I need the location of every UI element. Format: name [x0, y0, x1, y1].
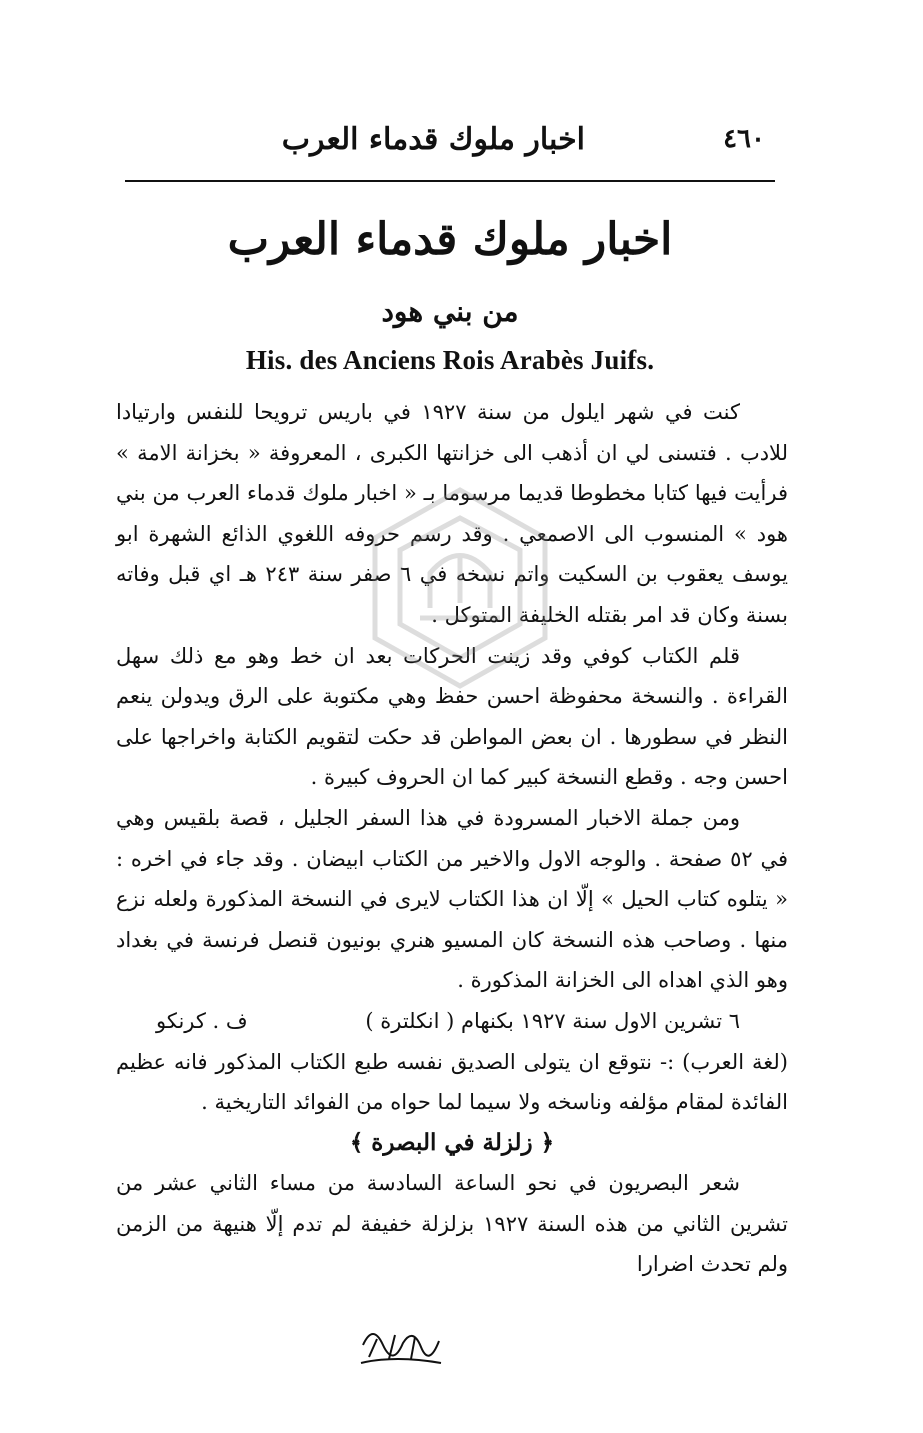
library-stamp-watermark	[360, 478, 560, 698]
handwritten-mark	[355, 1315, 445, 1370]
editor-note: (لغة العرب) :- نتوقع ان يتولى الصديق نفسه طبع الكتاب المذكور فانه عظيم الفائدة لمقام مؤلفه وناسخه ولا سيما لما حواه من الفوائد التاريخية .	[116, 1049, 788, 1115]
article-title: اخبار ملوك قدماء العرب	[227, 214, 673, 265]
signature-line	[116, 1001, 788, 1042]
paragraph-3: ومن جملة الاخبار المسرودة في هذا السفر الجليل ، قصة بلقيس وهي في ٥٢ صفحة . والوجه الاول والاخير من الكتاب ابيضان . وقد جاء في اخره : « يتلوه كتاب الحيل » إلّا ان هذا الكتاب لايرى في النسخة المذكورة ولعله نزع منها . وصاحب هذه النسخة كان المسيو هنري بونيون قنصل فرنسة في بغداد وهو الذي اهداه الى الخزانة المذكورة .	[116, 805, 789, 993]
signature-date-place: ٦ تشرين الاول سنة ١٩٢٧ بكنهام ( انكلترة )	[365, 1008, 740, 1033]
running-title: اخبار ملوك قدماء العرب	[281, 122, 585, 157]
section-heading: ﴿ زلزلة في البصرة ﴾	[349, 1128, 555, 1156]
article-latin-title: His. des Anciens Rois Arabès Juifs.	[245, 345, 655, 375]
header-rule	[125, 180, 775, 182]
signature-author: ف . كرنكو	[156, 1008, 248, 1033]
paragraph-2: قلم الكتاب كوفي وقد زينت الحركات بعد ان خط وهو مع ذلك سهل القراءة . والنسخة محفوظة احسن حفظ وهي مكتوبة على الرق ويدولن ينعم النظر في سطورها . ان بعض المواطن قد حكت لتقويم الكتابة واخراجها على احسن وجه . وقطع النسخة كبير كما ان الحروف كبيرة .	[116, 643, 788, 790]
page-number: ٤٦٠	[723, 124, 765, 154]
final-paragraph: شعر البصريون في نحو الساعة السادسة من مساء الثاني عشر من تشرين الثاني من هذه السنة ١٩٢٧ بزلزلة خفيفة لم تدم إلّا هنيهة من الزمن ولم تحدث اضرارا	[116, 1171, 788, 1277]
article-subtitle: من بني هود	[381, 295, 519, 328]
paragraph-1: كنت في شهر ايلول من سنة ١٩٢٧ في باريس ترويحا للنفس وارتيادا للادب . فتسنى لي ان أذهب الى خزانتها الكبرى ، المعروفة « بخزانة الامة » فرأيت فيها كتابا مخطوطا قديما مرسوما بـ « اخبار ملوك قدماء العرب من بني هود » المنسوب الى الاصمعي . وقد رسم حروفه اللغوي الذائع الشهرة ابو يوسف يعقوب بن السكيت واتم نسخه في ٦ صفر سنة ٢٤٣ هـ اي قبل وفاته بسنة وكان قد امر بقتله الخليفة المتوكل .	[116, 400, 788, 627]
running-header	[125, 118, 775, 168]
